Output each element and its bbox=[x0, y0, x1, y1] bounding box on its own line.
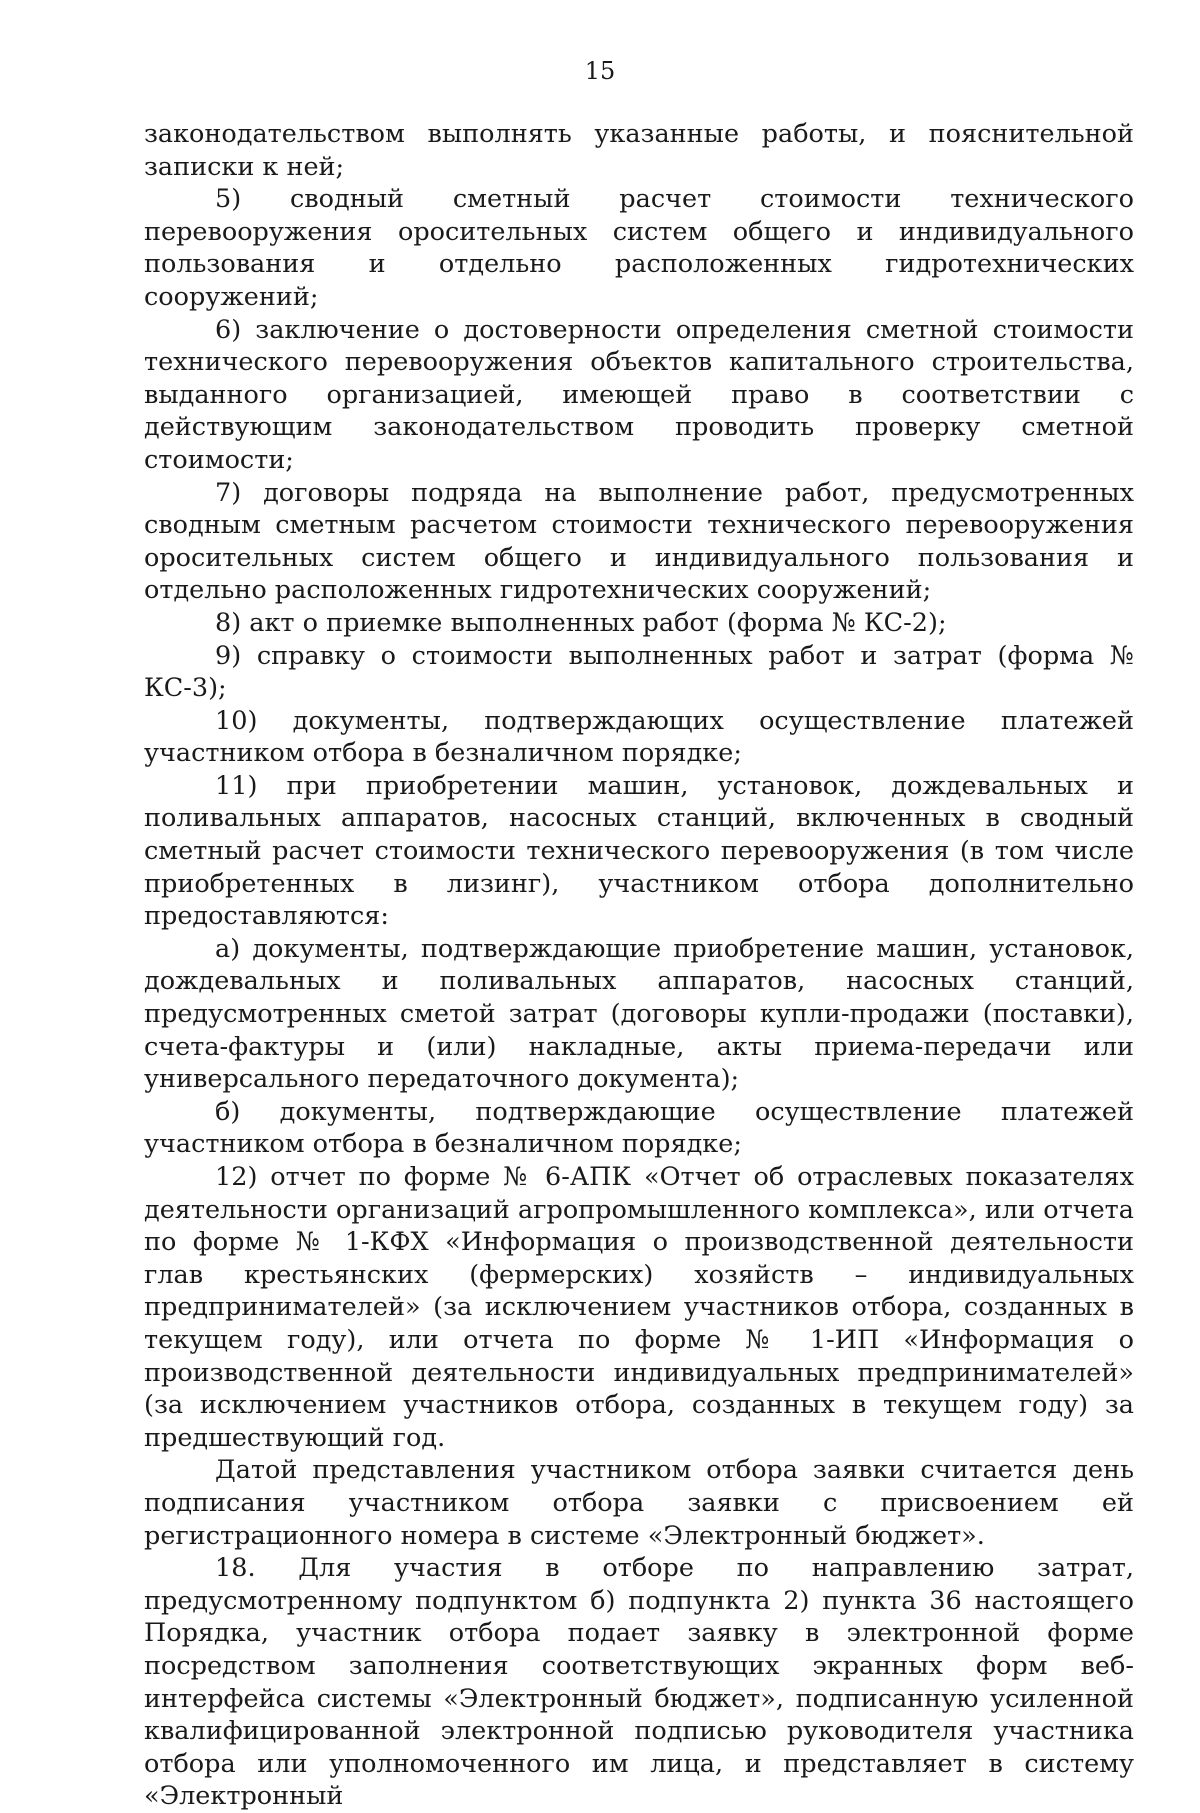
paragraph-item-7: 7) договоры подряда на выполнение работ, предусмотренных сводным сметным расчетом стоимости технического перевооружения оросительных систем общего и индивидуального пользования и отдельно расположенных гидротехнических сооружений; bbox=[144, 477, 1134, 606]
paragraph-item-8: 8) акт о приемке выполненных работ (форма № КС-2); bbox=[215, 607, 947, 638]
paragraph-subitem-b: б) документы, подтверждающие осуществление платежей участником отбора в безналичном порядке; bbox=[144, 1096, 1134, 1160]
paragraph-section-18: 18. Для участия в отборе по направлению затрат, предусмотренному подпунктом б) подпункта 2) пункта 36 настоящего Порядка, участник отбора подает заявку в электронной форме посредством заполнения соответствующих экранных форм веб-интерфейса системы «Электронный бюджет», подписанную усиленной квалифицированной электронной подписью руководителя участника отбора или уполномоченного им лица, и представляет в систему «Электронный bbox=[144, 1553, 1134, 1812]
document-body bbox=[144, 118, 1134, 1813]
paragraph-item-12: 12) отчет по форме № 6-АПК «Отчет об отраслевых показателях деятельности организаций агропромышленного комплекса», или отчета по форме № 1-КФХ «Информация о производственной деятельности глав крестьянских (фермерских) хозяйств – индивидуальных предпринимателей» (за исключением участников отбора, созданных в текущем году), или отчета по форме № 1-ИП «Информация о производственной деятельности индивидуальных предпринимателей» (за исключением участников отбора, созданных в текущем году) за предшествующий год. bbox=[144, 1162, 1134, 1453]
paragraph-item-10: 10) документы, подтверждающих осуществление платежей участником отбора в безналичном порядке; bbox=[144, 705, 1134, 769]
paragraph-item-6: 6) заключение о достоверности определения сметной стоимости технического перевооружения объектов капитального строительства, выданного организацией, имеющей право в соответствии с действующим законодательством проводить проверку сметной стоимости; bbox=[144, 314, 1134, 475]
page-number: 15 bbox=[584, 57, 616, 85]
paragraph-submission-date: Датой представления участником отбора заявки считается день подписания участником отбора заявки с присвоением ей регистрационного номера в системе «Электронный бюджет». bbox=[144, 1455, 1134, 1551]
paragraph-continuation: законодательством выполнять указанные работы, и пояснительной записки к ней; bbox=[144, 119, 1134, 182]
paragraph-item-11: 11) при приобретении машин, установок, дождевальных и поливальных аппаратов, насосных станций, включенных в сводный сметный расчет стоимости технического перевооружения (в том числе приобретенных в лизинг), участником отбора дополнительно предоставляются: bbox=[144, 770, 1134, 932]
paragraph-subitem-a: а) документы, подтверждающие приобретение машин, установок, дождевальных и поливальных аппаратов, насосных станций, предусмотренных сметой затрат (договоры купли-продажи (поставки), счета-фактуры и (или) накладные, акты приема-передачи или универсального передаточного документа); bbox=[144, 933, 1134, 1095]
paragraph-item-5: 5) сводный сметный расчет стоимости технического перевооружения оросительных систем общего и индивидуального пользования и отдельно расположенных гидротехнических сооружений; bbox=[144, 184, 1134, 312]
paragraph-item-9: 9) справку о стоимости выполненных работ и затрат (форма № КС-3); bbox=[144, 640, 1134, 704]
